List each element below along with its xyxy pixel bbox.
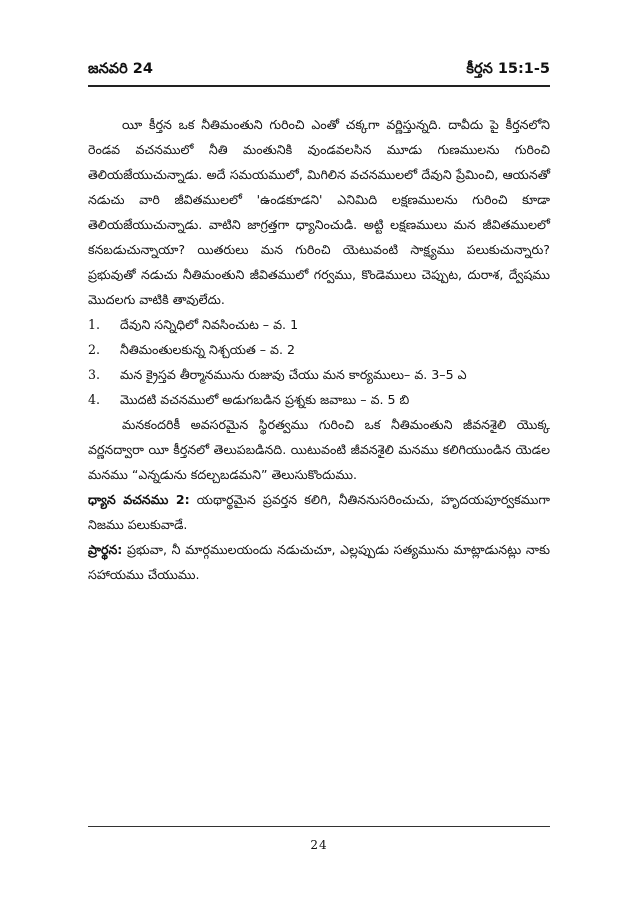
footer-divider [88,826,550,827]
list-item-number: 3. [88,367,101,382]
header-divider [88,85,550,87]
meditation-verse [88,487,550,537]
list-item [88,337,550,362]
prayer-text: ప్రభువా, నీ మార్గములయందు నడుచుచూ, ఎల్లప్పుడు సత్యమును మాట్లాడునట్లు నాకు సహాయము చేయుము. [88,542,550,582]
list-item-text: మొదటి వచనములో అడుగబడిన ప్రశ్నకు జవాబు – వ. 5 బి [120,392,410,407]
list-item-text: దేవుని సన్నిధిలో నివసించుట – వ. 1 [120,317,299,332]
list-item-number: 4. [88,392,101,407]
list-item [88,362,550,387]
prayer-label: ప్రార్థన: [88,542,123,557]
meditation-verse-label: ధ్యాన వచనము 2: [88,492,190,507]
meditation-verse-text: యథార్థమైన ప్రవర్తన కలిగి, నీతిననుసరించుచు, హృదయపూర్వకముగా నిజము పలుకువాడే. [88,492,550,532]
list-item-number: 2. [88,342,101,357]
devotional-body [88,112,550,587]
outline-list [88,312,550,412]
list-item-text: నీతిమంతులకున్న నిశ్చయత – వ. 2 [120,342,296,357]
conclusion-paragraph: మనకందరికీ అవసరమైన స్థిరత్వము గురించి ఒక నీతిమంతుని జీవనశైలి యొక్క వర్ణనద్వారా యీ కీర్తనలో తెలుపబడినది. యిటువంటి జీవనశైలి మనము కలిగియుండిన యెడల మనము “ఎన్నడును కదల్చబడమని” తెలుసుకొందుము. [88,417,550,482]
page-header [88,60,550,82]
list-item [88,312,550,337]
page-number: 24 [310,838,328,852]
list-item-number: 1. [88,317,101,332]
header-scripture-reference: కీర్తన 15:1-5 [466,61,550,77]
list-item-text: మన క్రైస్తవ తీర్మానమును రుజువు చేయు మన కార్యములు– వ. 3–5 ఎ [120,367,467,382]
header-date: జనవరి 24 [88,61,153,77]
intro-paragraph: యీ కీర్తన ఒక నీతిమంతుని గురించి ఎంతో చక్కగా వర్ణిస్తున్నది. దావీదు పై కీర్తనలోని రెండవ వచనములో నీతి మంతునికి వుండవలసిన మూడు గుణములను గురించి తెలియజేయుచున్నాడు. అదే సమయములో, మిగిలిన వచనములలో దేవుని ప్రేమించి, ఆయనతో నడుచు వారి జీవితములలో 'ఉండకూడని' ఎనిమిది లక్షణములను గురించి కూడా తెలియజేయుచున్నాడు. వాటిని జాగ్రత్తగా ధ్యానించుడి. అట్టి లక్షణములు మన జీవితములలో కనబడుచున్నాయా? యితరులు మన గురించి యెటువంటి సాక్ష్యము పలుకుచున్నారు? ప్రభువుతో నడుచు నీతిమంతుని జీవితములో గర్వము, కొండెములు చెప్పుట, దురాశ, ద్వేషము మొదలగు వాటికి తావులేదు. [88,117,550,307]
prayer [88,537,550,587]
list-item [88,387,550,412]
